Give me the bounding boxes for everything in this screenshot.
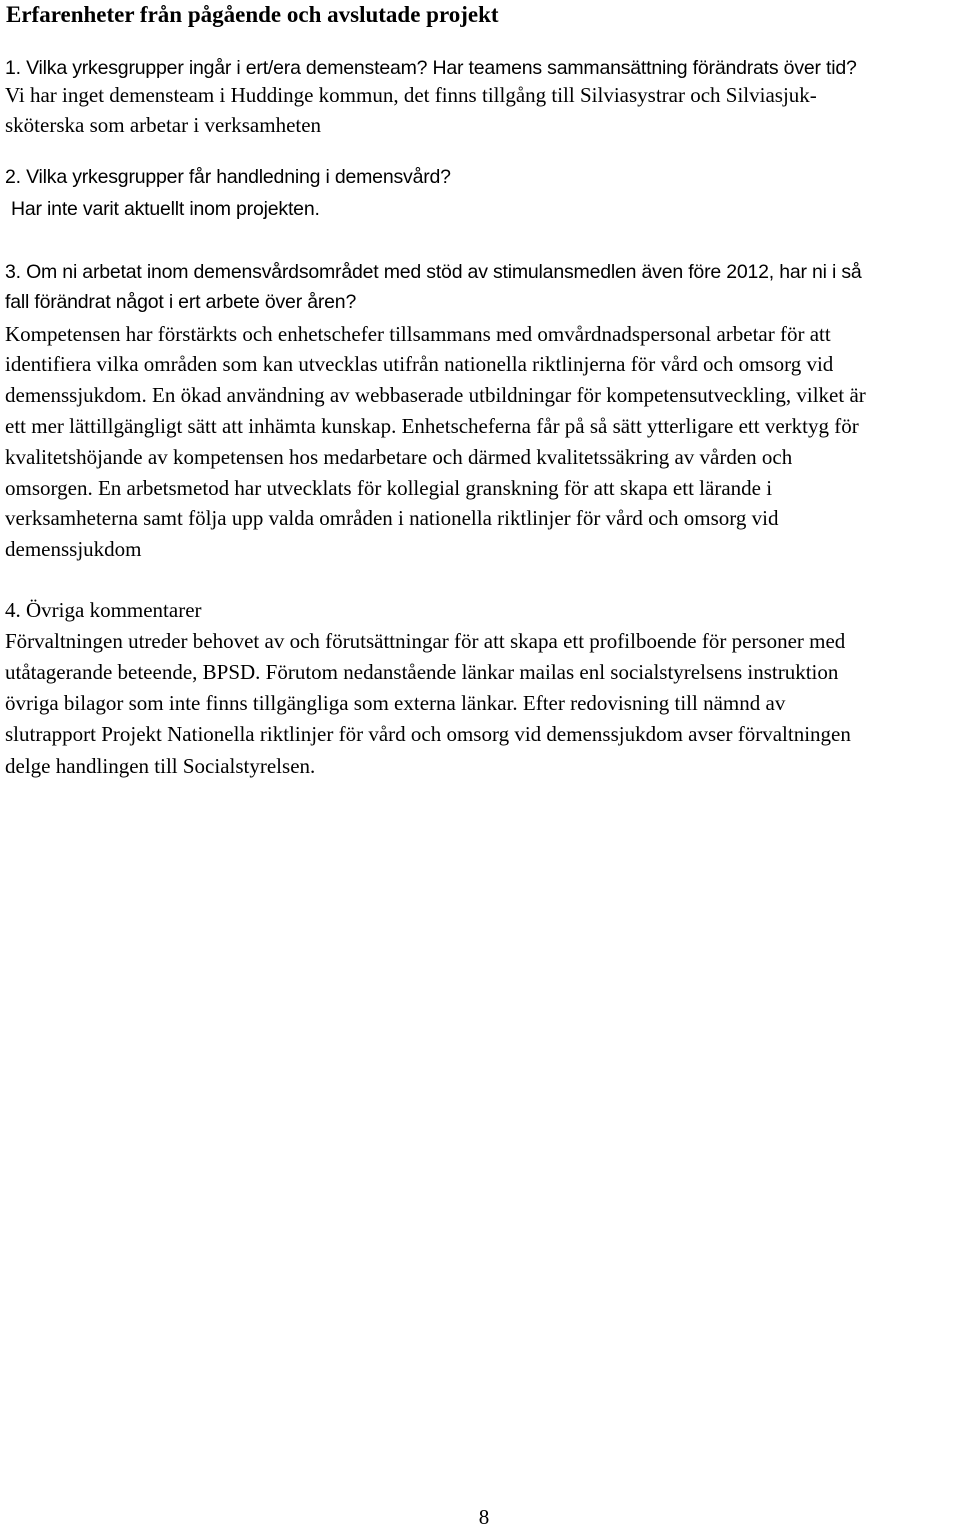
question-2: 2. Vilka yrkesgrupper får handledning i demensvård? xyxy=(5,166,451,188)
answer-3-line: demenssjukdom xyxy=(5,537,142,561)
document-title: Erfarenheter från pågående och avslutade projekt xyxy=(6,2,499,27)
answer-3-line: Kompetensen har förstärkts och enhetschefer tillsammans med omvårdnadspersonal arbetar för att xyxy=(5,322,831,346)
answer-1-line: Vi har inget demensteam i Huddinge kommun, det finns tillgång till Silviasystrar och Silviasjuk- xyxy=(5,83,817,107)
page-number: 8 xyxy=(478,1505,490,1529)
question-3-line: fall förändrat något i ert arbete över åren? xyxy=(5,291,357,313)
question-3-line: 3. Om ni arbetat inom demensvårdsområdet med stöd av stimulansmedlen även före 2012, har ni i så xyxy=(5,261,862,283)
answer-3-line: demenssjukdom. En ökad användning av webbaserade utbildningar för kompetensutveckling, vilket är xyxy=(5,383,866,407)
question-1: 1. Vilka yrkesgrupper ingår i ert/era demensteam? Har teamens sammansättning förändrats över tid? xyxy=(5,57,857,79)
answer-3-line: kvalitetshöjande av kompetensen hos medarbetare och därmed kvalitetssäkring av vården och xyxy=(5,445,793,469)
answer-4-line: Förvaltningen utreder behovet av och förutsättningar för att skapa ett profilboende för personer med xyxy=(5,629,846,653)
answer-3-line: identifiera vilka områden som kan utvecklas utifrån nationella riktlinjerna för vård och omsorg vid xyxy=(5,352,834,376)
answer-1-line: sköterska som arbetar i verksamheten xyxy=(5,113,322,137)
answer-3-line: ett mer lättillgängligt sätt att inhämta kunskap. Enhetscheferna får på så sätt ytterligare ett verktyg för xyxy=(5,414,859,438)
question-4: 4. Övriga kommentarer xyxy=(5,598,202,622)
answer-4-line: delge handlingen till Socialstyrelsen. xyxy=(5,754,316,778)
answer-3-line: omsorgen. En arbetsmetod har utvecklats för kollegial granskning för att skapa ett lärande i xyxy=(5,476,773,500)
answer-4-line: slutrapport Projekt Nationella riktlinjer för vård och omsorg vid demenssjukdom avser förvaltningen xyxy=(5,722,851,746)
answer-2-line: Har inte varit aktuellt inom projekten. xyxy=(11,198,320,220)
answer-4-line: övriga bilagor som inte finns tillgängliga som externa länkar. Efter redovisning till nämnd av xyxy=(5,691,786,715)
answer-4-line: utåtagerande beteende, BPSD. Förutom nedanstående länkar mailas enl socialstyrelsens instruktion xyxy=(5,660,839,684)
answer-3-line: verksamheterna samt följa upp valda områden i nationella riktlinjer för vård och omsorg vid xyxy=(5,506,779,530)
